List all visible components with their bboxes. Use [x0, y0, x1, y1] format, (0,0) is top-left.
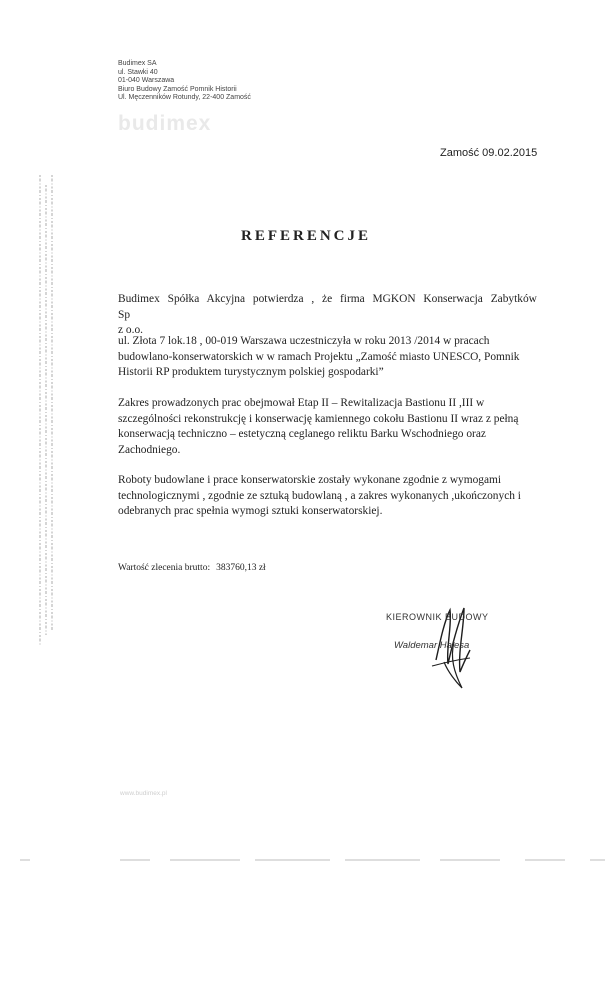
footer-rule: [0, 855, 612, 865]
sender-line: ul. Stawki 40: [118, 68, 158, 76]
paragraph-scope: Zakres prowadzonych prac obejmował Etap II – Rewitalizacja Bastionu II ,III w szczególności rekonstrukcję i konserwację kamiennego cokołu Bastionu II wraz z pełną konserwacją techniczno – estetyczną ceglanego reliktu Barku Wschodniego oraz Zachodniego.: [118, 397, 519, 456]
document-title: REFERENCJE: [240, 228, 371, 244]
sender-line: Ul. Męczenników Rotundy, 22-400 Zamość: [118, 94, 251, 102]
contract-value: [118, 563, 266, 573]
stamp-position: KIEROWNIK BUDOWY: [386, 612, 489, 622]
sender-line: Budimex SA: [118, 60, 157, 67]
sender-line: 01-040 Warszawa: [118, 77, 175, 85]
footer-url: www.budimex.pl: [120, 790, 167, 797]
margin-registration-texture: [34, 175, 62, 645]
contract-value-amount: 383760,13 zł: [216, 563, 266, 573]
paragraph-line: Budimex Spółka Akcyjna potwierdza , że firma MGKON Konserwacja Zabytków Sp: [118, 293, 537, 321]
sender-address: [118, 60, 251, 103]
contract-value-label: Wartość zlecenia brutto:: [118, 563, 211, 573]
paragraph-line: z o.o.: [118, 324, 143, 336]
paragraph-confirmation: [118, 292, 538, 339]
sender-line: Biuro Budowy Zamość Pomnik Historii: [118, 85, 237, 93]
paragraph-quality: Roboty budowlane i prace konserwatorskie zostały wykonane zgodnie z wymogami technologicznymi , zgodnie ze sztuką budowlaną , a zakres wykonanych ,ukończonych i odebranych prac spełnia wymogi sztuki konserwatorskiej.: [118, 474, 521, 517]
company-logo-watermark: budimex: [118, 112, 212, 135]
document-date: Zamość 09.02.2015: [440, 147, 538, 159]
paragraph-project: ul. Złota 7 lok.18 , 00-019 Warszawa uczestniczyła w roku 2013 /2014 w pracach budowlano-konserwatorskich w w ramach Projektu „Zamość miasto UNESCO, Pomnik Historii RP produktem turystycznym polskiej gospodarki”: [118, 335, 520, 378]
stamp-name: Waldemar Halesa: [394, 640, 470, 651]
